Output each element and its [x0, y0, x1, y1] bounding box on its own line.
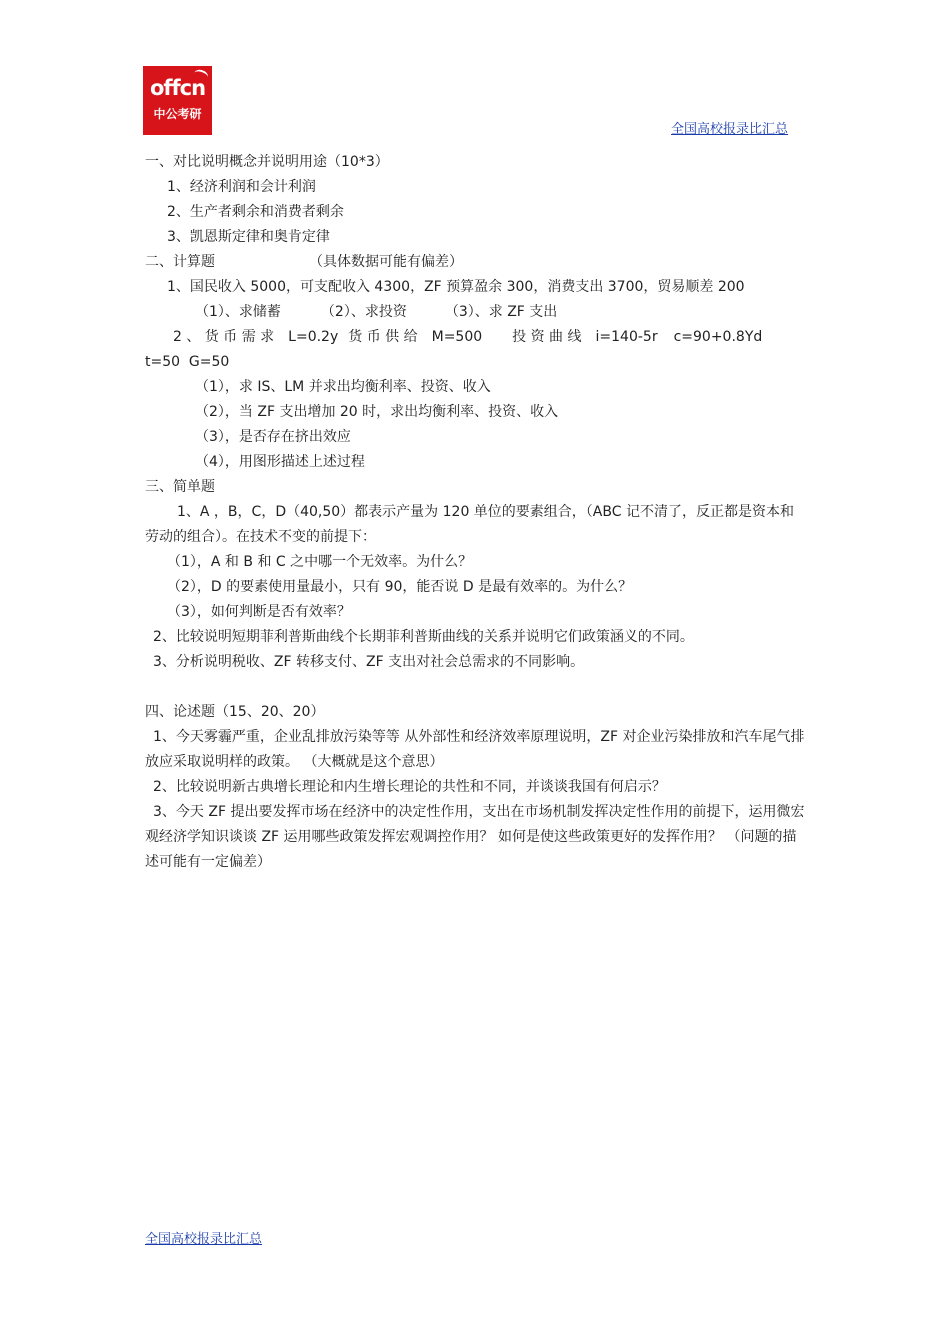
- section-1-item-1: 1、经济利润和会计利润: [167, 179, 316, 195]
- spacer: [145, 675, 807, 700]
- section-3-q1-sub-3: （3），如何判断是否有效率？: [167, 604, 351, 620]
- section-3-q3: 3、分析说明税收、ZF 转移支付、ZF 支出对社会总需求的不同影响。: [153, 654, 585, 670]
- section-2-note: （具体数据可能有偏差）: [309, 254, 463, 270]
- section-2-q2-sub-4: （4），用图形描述上述过程: [195, 454, 365, 470]
- section-4-q1: 1、今天雾霾严重，企业乱排放污染等等 从外部性和经济效率原理说明，ZF 对企业污染排放和汽车尾气排放应采取说明样的政策。 （大概就是这个意思）: [145, 729, 805, 770]
- section-2-q1-sub-2: （2）、求投资: [320, 304, 407, 320]
- section-2-q1: 1、国民收入 5000，可支配收入 4300，ZF 预算盈余 300，消费支出 3700，贸易顺差 200: [167, 279, 745, 295]
- section-4-title: 四、论述题（15、20、20）: [145, 704, 325, 720]
- section-4-q2: 2、比较说明新古典增长理论和内生增长理论的共性和不同，并谈谈我国有何启示？: [153, 779, 666, 795]
- section-2-title: 二、计算题: [145, 254, 215, 270]
- section-3-q2: 2、比较说明短期菲利普斯曲线个长期菲利普斯曲线的关系并说明它们政策涵义的不同。: [153, 629, 694, 645]
- header-link[interactable]: 全国高校报录比汇总: [671, 122, 789, 137]
- section-2-q2-line-2: t=50 G=50: [145, 354, 230, 370]
- q2-part-7: c=90+0.8Yd: [673, 329, 763, 345]
- section-3-q1-sub-2: （2），D 的要素使用量最小，只有 90，能否说 D 是最有效率的。为什么？: [167, 579, 633, 595]
- section-2-q1-sub-1: （1）、求储蓄: [195, 304, 281, 320]
- section-2-q2-sub-3: （3），是否存在挤出效应: [195, 429, 351, 445]
- logo-bottom-text: 中公考研: [153, 107, 202, 121]
- section-2-q1-subs: [145, 300, 807, 325]
- section-1-item-3: 3、凯恩斯定律和奥肯定律: [167, 229, 330, 245]
- section-3-q1: 1、A ，B，C，D（40,50）都表示产量为 120 单位的要素组合，（ABC 记不清了，反正都是资本和劳动的组合）。在技术不变的前提下：: [145, 504, 794, 545]
- footer-link[interactable]: 全国高校报录比汇总: [145, 1232, 263, 1247]
- section-3-q1-sub-1: （1），A 和 B 和 C 之中哪一个无效率。为什么？: [167, 554, 473, 570]
- q2-part-3: 货 币 供 给: [348, 329, 418, 345]
- section-3-title: 三、简单题: [145, 479, 215, 495]
- q2-part-2: L=0.2y: [288, 329, 339, 345]
- section-2-q2-line-1: [145, 325, 807, 350]
- section-4-q3: 3、今天 ZF 提出要发挥市场在经济中的决定性作用，支出在市场机制发挥决定性作用的前提下，运用微宏观经济学知识谈谈 ZF 运用哪些政策发挥宏观调控作用？ 如何是使这些政策更好的发挥作用？ （问题的描述可能有一定偏差）: [145, 804, 805, 870]
- offcn-logo: [143, 66, 212, 135]
- q2-part-1: 2 、 货 币 需 求: [173, 329, 275, 345]
- section-2-q2-sub-2: （2），当 ZF 支出增加 20 时，求出均衡利率、投资、收入: [195, 404, 559, 420]
- q2-part-6: i=140-5r: [595, 329, 658, 345]
- logo-top-text: offcn: [149, 76, 206, 100]
- section-2-heading: [145, 250, 807, 275]
- section-1-item-2: 2、生产者剩余和消费者剩余: [167, 204, 344, 220]
- q2-part-4: M=500: [431, 329, 483, 345]
- document-body: [145, 150, 807, 875]
- section-1-title: 一、对比说明概念并说明用途（10*3）: [145, 154, 389, 170]
- q2-part-5: 投 资 曲 线: [512, 329, 582, 345]
- section-2-q2-sub-1: （1），求 IS、LM 并求出均衡利率、投资、收入: [195, 379, 491, 395]
- section-2-q1-sub-3: （3）、求 ZF 支出: [444, 304, 558, 320]
